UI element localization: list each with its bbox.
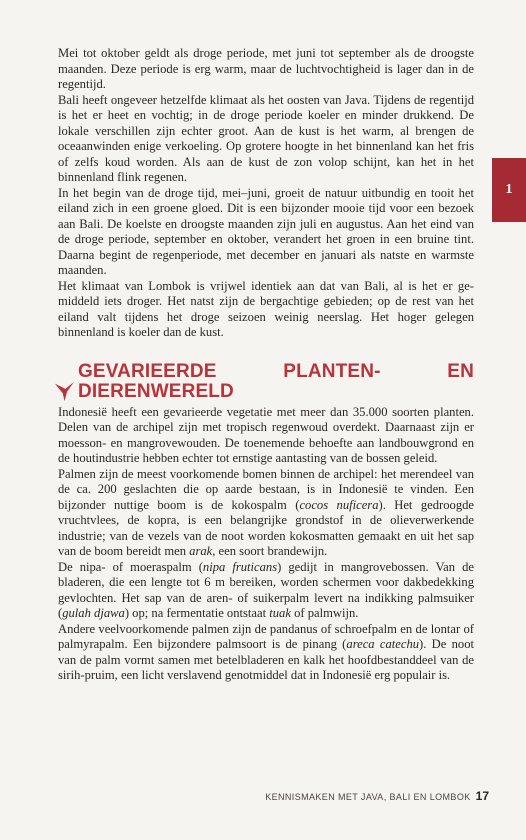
latin-name: cocos nuficera: [299, 497, 379, 512]
paragraph-climate-season: Mei tot oktober geldt als droge periode, met juni tot september als de droogste maanden. Deze periode is erg warm, maar de luchtvochtigheid is lager dan in de regentijd.: [58, 46, 474, 91]
paragraph-nipa-palm: De nipa- of moeraspalm (nipa fruticans) gedijt in mangrovebossen. Van de bladeren, die een lengte tot 6 m bereiken, worden schermen voor dakbedekking gevlochten. Het sap van de aren- of suikerpalm levert na indikking palmsuiker (gulah djawa) op; na fermentatie ontstaat tuak of palmwijn.: [58, 559, 474, 620]
paragraph-dry-season: In het begin van de droge tijd, mei–juni, groeit de natuur uitbundig en tooit het eiland zich in een groene gloed. Dit is een bijzonder mooie tijd voor een bezoek aan Bali. De koelste en droogste maanden zijn juli en augustus. Aan het eind van de droge periode, september en oktober, verandert het groen in een bruine tint. Daarna begint de regenperiode, met december en januari als natste en warmste maanden.: [58, 185, 474, 277]
paragraph-climate-lombok: Het klimaat van Lombok is vrijwel identiek aan dat van Bali, al is het er gemiddeld iets droger. Het natst zijn de bergachtige gebieden; op de rest van het eiland valt tijdens het droge seizoen weinig neerslag. Het hoger gelegen binnenland is koeler dan de kust.: [58, 278, 474, 339]
term-italic: gulah djawa: [62, 606, 125, 620]
bird-icon: [54, 381, 75, 402]
section-heading: [54, 362, 474, 402]
term-italic: arak: [189, 544, 213, 558]
running-title: KENNISMAKEN MET JAVA, BALI EN LOMBOK: [265, 792, 471, 802]
page-number: 17: [475, 789, 489, 803]
paragraph-climate-bali: Bali heeft ongeveer hetzelfde klimaat als het oosten van Java. Tijdens de regentijd is het er heet en vochtig; in de droge periode koeler en minder drukkend. De lokale verschillen zijn echter groot. Aan de kust is het warm, al brengen de oceaanwinden enige verkoeling. Op grotere hoogte in het binnenland kan het fris of zelfs koud worden. Als aan de kust de zon volop schijnt, kan het in het binnenland flink regenen.: [58, 92, 474, 184]
paragraph-other-palms: Andere veelvoorkomende palmen zijn de pandanus of schroefpalm en de lontar of palmyrapalm. Een bijzondere palmsoort is de pinang (areca catechu). De noot van de palm vormt samen met betelbladeren en kalk het hoofdbestanddeel van de sirih-pruim, een licht verslavend genotmiddel dat in Indonesië erg populair is.: [58, 621, 475, 682]
latin-name: areca catechu: [346, 637, 420, 651]
paragraph-palms: Palmen zijn de meest voorkomende bomen binnen de archipel: het merendeel van de ca. 200 geslachten die op aarde bestaan, is in Indonesië te vinden. Een bijzonder nuttige boom is de kokospalm (cocos nuficera). Het gedroogde vruchtvlees, de kopra, is een belangrijke grondstof in de olieverwerkende industrie; van de vezels van de noot worden kokosmatten gemaakt en uit het sap van de boom bereidt men arak, een soort brandewijn.: [58, 466, 474, 558]
paragraph-vegetation: Indonesië heeft een gevarieerde vegetatie met meer dan 35.000 soorten planten. Delen van de archipel zijn met tropisch regenwoud overdekt. Daarnaast zijn er moesson- en mangrovewouden. De toenemende behoefte aan landbouwgrond en de houtindustrie hebben echter tot ernstige aantasting van de bossen geleid.: [58, 404, 474, 465]
term-italic: tuak: [269, 606, 291, 620]
latin-name: nipa fruticans: [202, 559, 278, 574]
page-footer: [265, 789, 489, 803]
section-heading-text: GEVARIEERDE PLANTEN- EN DIERENWERELD: [78, 360, 474, 402]
chapter-tab: 1: [492, 158, 526, 222]
text-column: [58, 46, 474, 684]
